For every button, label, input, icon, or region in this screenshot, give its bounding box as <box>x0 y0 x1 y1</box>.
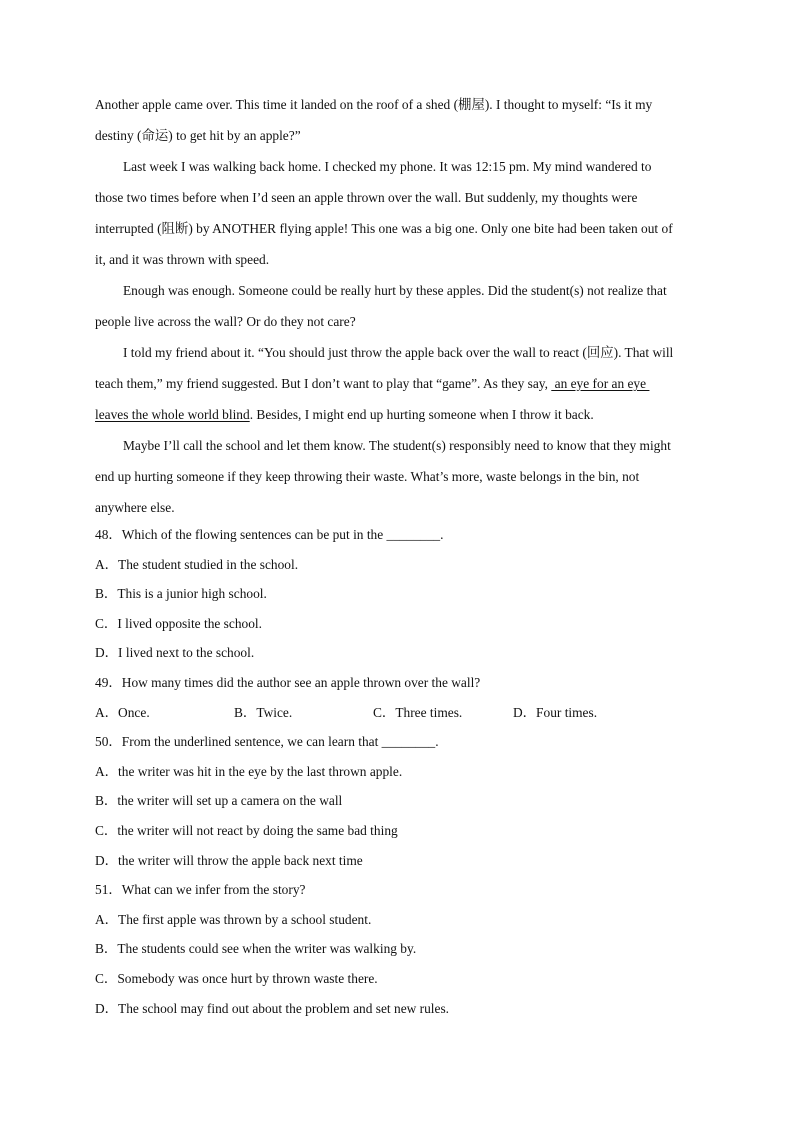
answer-option[interactable]: D．Four times. <box>513 704 598 720</box>
passage-line: Another apple came over. This time it landed on the roof of a shed (棚屋). I thought to myself: “Is it my <box>95 97 653 112</box>
reading-passage <box>95 92 707 526</box>
passage-line <box>95 371 707 402</box>
passage-text: . Besides, I might end up hurting someone when I throw it back. <box>249 407 594 422</box>
answer-option[interactable]: B．This is a junior high school. <box>95 586 267 602</box>
answer-option[interactable]: A．the writer was hit in the eye by the last thrown apple. <box>95 763 403 779</box>
answer-option[interactable]: C．Three times. <box>373 704 463 720</box>
answer-option[interactable]: D．The school may find out about the problem and set new rules. <box>95 1000 450 1016</box>
passage-line: it, and it was thrown with speed. <box>95 252 270 267</box>
passage-line: I told my friend about it. “You should just throw the apple back over the wall to react (回应). That will <box>123 345 674 360</box>
answer-option[interactable]: D．I lived next to the school. <box>95 645 255 661</box>
passage-line: interrupted (阻断) by ANOTHER flying apple! This one was a big one. Only one bite had been taken out of <box>95 221 673 236</box>
answer-option[interactable]: D．the writer will throw the apple back next time <box>95 852 363 868</box>
answer-option[interactable]: B．the writer will set up a camera on the wall <box>95 793 343 809</box>
question-list <box>95 522 707 1025</box>
passage-line: Enough was enough. Someone could be really hurt by these apples. Did the student(s) not realize that <box>123 283 667 298</box>
answer-option[interactable]: A．The student studied in the school. <box>95 556 299 572</box>
passage-line <box>95 402 707 433</box>
passage-line: Maybe I’ll call the school and let them know. The student(s) responsibly need to know that they might <box>123 438 671 453</box>
answer-option[interactable]: A．Once. <box>95 704 150 720</box>
passage-line: end up hurting someone if they keep throwing their waste. What’s more, waste belongs in the bin, not <box>95 469 640 484</box>
question-stem: 50．From the underlined sentence, we can learn that ________. <box>95 734 439 750</box>
passage-line: those two times before when I’d seen an apple thrown over the wall. But suddenly, my thoughts were <box>95 190 638 205</box>
question-stem: 51．What can we infer from the story? <box>95 882 306 898</box>
underlined-sentence: leaves the whole world blind <box>95 407 250 422</box>
question-stem: 49．How many times did the author see an apple thrown over the wall? <box>95 674 481 690</box>
answer-option[interactable]: C．the writer will not react by doing the same bad thing <box>95 822 398 838</box>
answer-option[interactable]: A．The first apple was thrown by a school student. <box>95 911 372 927</box>
option-row <box>95 700 707 730</box>
answer-option[interactable]: C．I lived opposite the school. <box>95 615 262 631</box>
passage-text: teach them,” my friend suggested. But I don’t want to play that “game”. As they say, <box>95 376 552 391</box>
question-stem: 48．Which of the flowing sentences can be put in the ________. <box>95 527 444 542</box>
answer-option[interactable]: C．Somebody was once hurt by thrown waste there. <box>95 970 378 986</box>
answer-option[interactable]: B．Twice. <box>234 704 293 720</box>
answer-option[interactable]: B．The students could see when the writer was walking by. <box>95 941 417 957</box>
passage-line: destiny (命运) to get hit by an apple?” <box>95 128 301 143</box>
passage-line: anywhere else. <box>95 500 175 515</box>
passage-line: Last week I was walking back home. I checked my phone. It was 12:15 pm. My mind wandered to <box>123 159 652 174</box>
underlined-sentence: an eye for an eye <box>551 376 650 391</box>
passage-line: people live across the wall? Or do they not care? <box>95 314 356 329</box>
